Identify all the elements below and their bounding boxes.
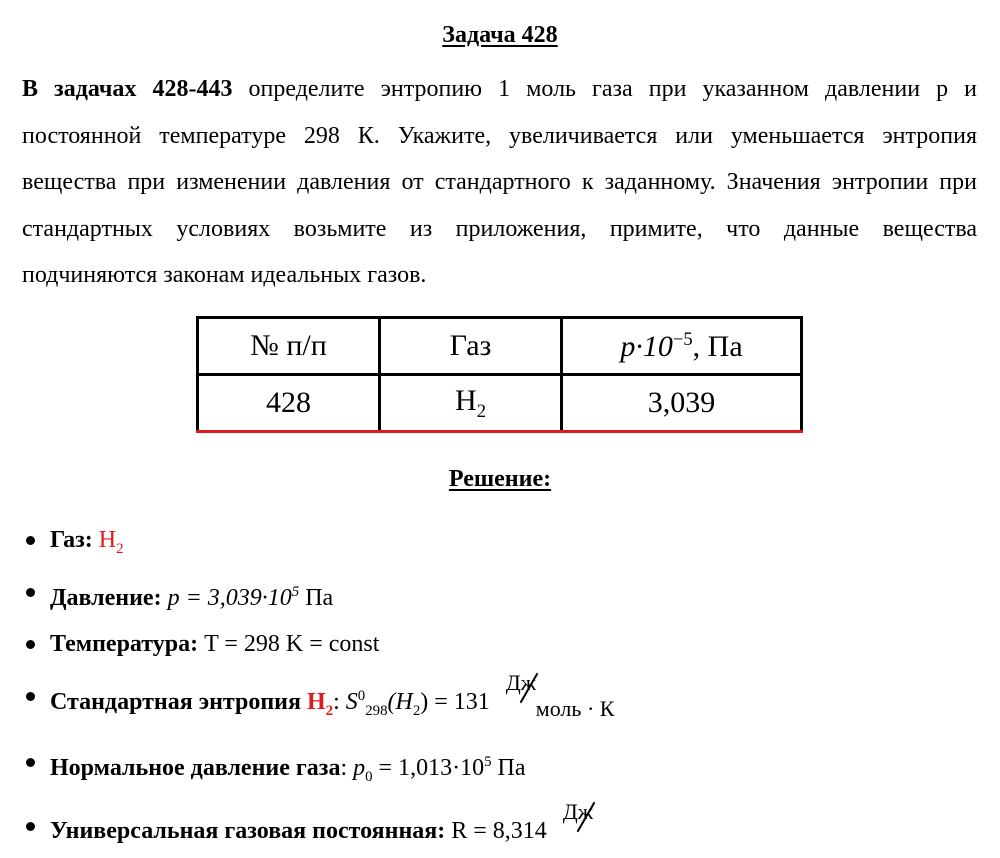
header-pressure: $p\cdot 10^{-5}$, Па xyxy=(562,318,802,375)
header-number: № п/п xyxy=(198,318,380,375)
list-item-temperature: Температура: T = 298 K = const xyxy=(22,624,673,676)
given-list xyxy=(22,520,673,858)
list-item-entropy: Стандартная энтропия $H_2$: $S^0_{298}(H_2) = 131$ Дж моль · К xyxy=(22,676,673,728)
task-table xyxy=(196,316,803,433)
normal-pressure-equation: $p_0 = 1,013\cdot 10^5$ Па xyxy=(353,754,526,785)
list-item-normal-pressure: Нормальное давление газа: $p_0 = 1,013\cdot 10^5$ Па xyxy=(22,742,673,794)
cell-number: 428 xyxy=(198,375,380,432)
gas-constant-equation: R = 8,314 xyxy=(451,818,547,844)
list-item-pressure: Давление: $p = 3,039\cdot 10^5$ Па xyxy=(22,572,673,624)
temperature-equation: T = 298 K = const xyxy=(204,631,380,657)
entropy-unit: Дж моль · К xyxy=(505,670,615,721)
cell-pressure: 3,039 xyxy=(562,375,802,432)
task-title: Задача 428 xyxy=(442,22,558,48)
entropy-equation: $S^0_{298}(H_2) = 131$ xyxy=(345,688,490,719)
list-item-gas-constant: Универсальная газовая постоянная: R = 8,314 Дж xyxy=(22,806,673,858)
gas-value: $H_2$ xyxy=(98,527,124,557)
list-item-gas: Газ: $H_2$ xyxy=(22,520,673,572)
statement-text: определите энтропию 1 моль газа при указанном давлении р и постоянной температуре 298 К. Укажите, увеличивается или уменьшается энтропия вещества при изменении давления от стандартного к заданному. Значения энтропии при стандартных условиях возьмите из приложения, примите, что данные вещества подчиняются законам идеальных газов. xyxy=(22,76,978,288)
task-statement xyxy=(22,66,977,299)
pressure-equation: $p = 3,039\cdot 10^5$ xyxy=(167,584,300,611)
gas-constant-unit: Дж xyxy=(553,806,673,846)
cell-gas: $H_2$ xyxy=(380,375,562,432)
header-gas: Газ xyxy=(380,318,562,375)
statement-lead: В задачах 428-443 xyxy=(22,76,233,102)
solution-title: Решение: xyxy=(448,466,552,492)
